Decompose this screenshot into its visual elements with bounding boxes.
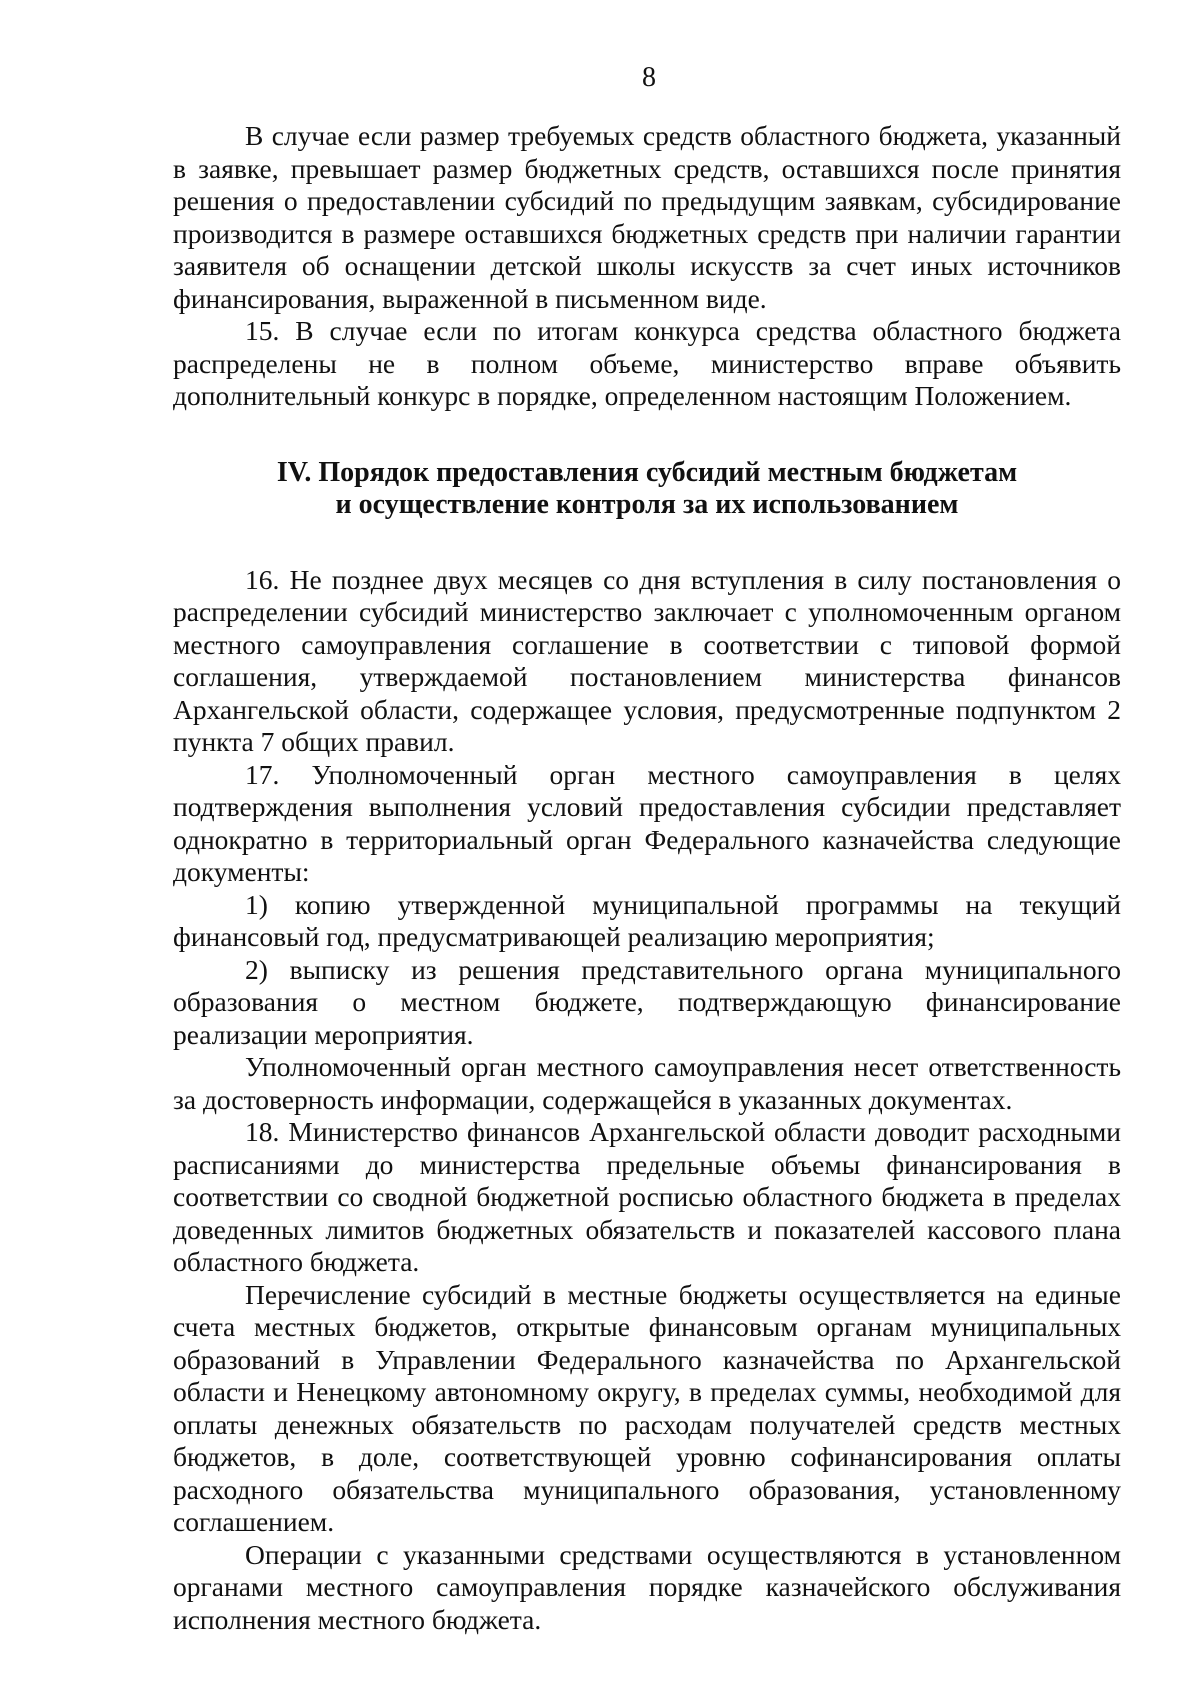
paragraph-budget-shortfall: В случае если размер требуемых средств областного бюджета, указанный в заявке, превышает размер бюджетных средств, оставшихся после принятия решения о предоставлении субсидий по предыдущим заявкам, субсидирование производится в размере оставшихся бюджетных средств при наличии гарантии заявителя об оснащении детской школы искусств за счет иных источников финансирования, выраженной в письменном виде. <box>173 120 1121 314</box>
section-heading-line2: и осуществление контроля за их использованием <box>335 489 959 520</box>
paragraph-responsibility: Уполномоченный орган местного самоуправления несет ответственность за достоверность информации, содержащейся в указанных документах. <box>173 1051 1121 1115</box>
paragraph-transfer: Перечисление субсидий в местные бюджеты осуществляется на единые счета местных бюджетов, открытые финансовым органам муниципальных образований в Управлении Федерального казначейства по Архангельской области и Ненецкому автономному округу, в пределах суммы, необходимой для оплаты денежных обязательств по расходам получателей средств местных бюджетов, в доле, соответствующей уровню софинансирования оплаты расходного обязательства муниципального образования, установленному соглашением. <box>173 1278 1121 1537</box>
paragraph-16: 16. Не позднее двух месяцев со дня вступления в силу постановления о распределении субсидий министерство заключает с уполномоченным органом местного самоуправления соглашение в соответствии с типовой формой соглашения, утверждаемой постановлением министерства финансов Архангельской области, содержащее условия, предусмотренные подпунктом 2 пункта 7 общих правил. <box>173 563 1121 757</box>
section-heading <box>173 457 1121 522</box>
paragraph-17: 17. Уполномоченный орган местного самоуправления в целях подтверждения выполнения условий предоставления субсидии представляет однократно в территориальный орган Федерального казначейства следующие документы: <box>173 758 1121 887</box>
paragraph-17-item-2: 2) выписку из решения представительного органа муниципального образования о местном бюджете, подтверждающую финансирование реализации мероприятия. <box>173 953 1121 1050</box>
document-page <box>173 62 1121 1636</box>
page-number: 8 <box>642 62 656 93</box>
paragraph-18: 18. Министерство финансов Архангельской области доводит расходными расписаниями до министерства предельные объемы финансирования в соответствии со сводной бюджетной росписью областного бюджета в пределах доведенных лимитов бюджетных обязательств и показателей кассового плана областного бюджета. <box>173 1116 1121 1277</box>
paragraph-17-item-1: 1) копию утвержденной муниципальной программы на текущий финансовый год, предусматривающей реализацию мероприятия; <box>173 888 1121 952</box>
section-heading-line1: IV. Порядок предоставления субсидий местным бюджетам <box>276 456 1018 488</box>
paragraph-15: 15. В случае если по итогам конкурса средства областного бюджета распределены не в полном объеме, министерство вправе объявить дополнительный конкурс в порядке, определенном настоящим Положением. <box>173 315 1121 411</box>
paragraph-operations: Операции с указанными средствами осуществляются в установленном органами местного самоуправления порядке казначейского обслуживания исполнения местного бюджета. <box>173 1538 1121 1635</box>
